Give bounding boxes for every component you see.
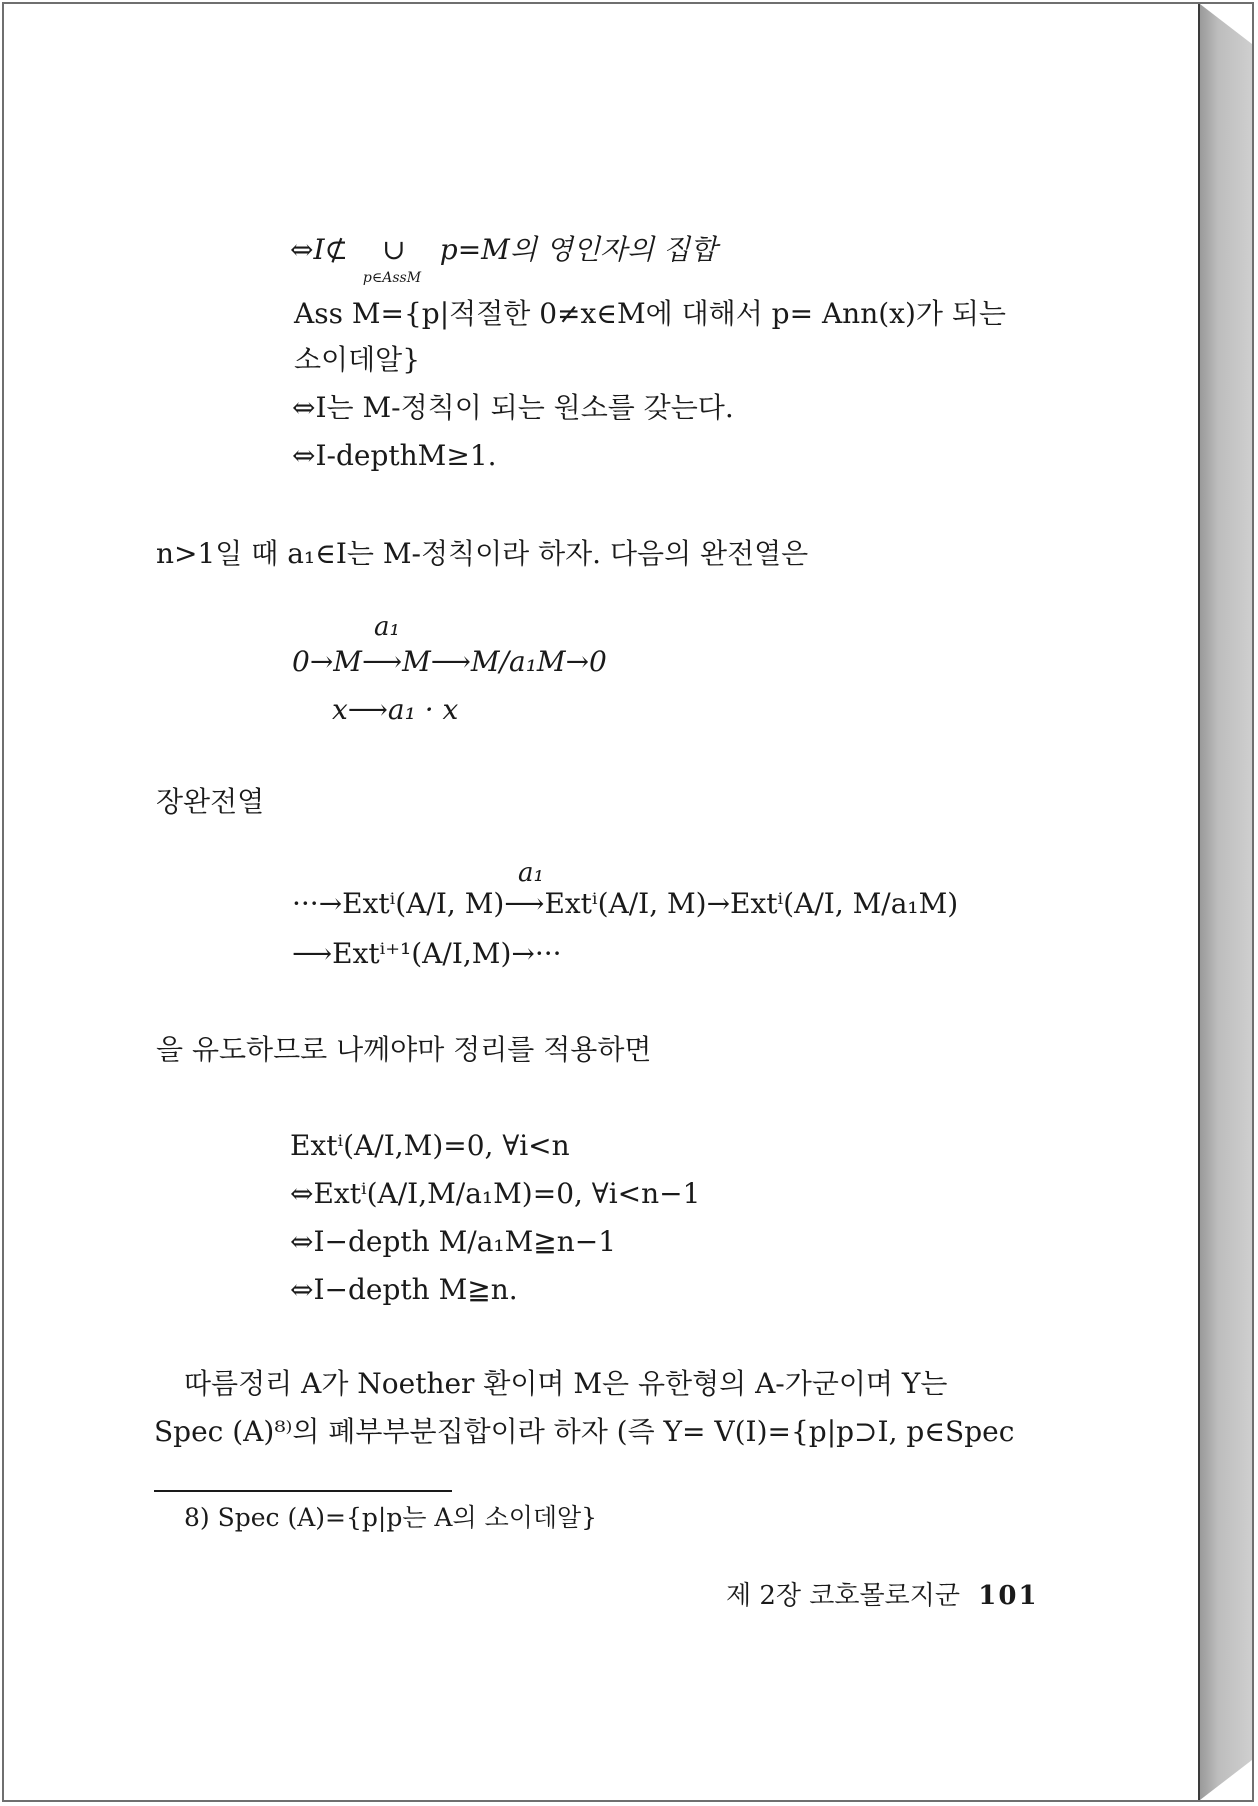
depth-line-3: ⇔I−depth M/a₁M≧n−1 xyxy=(290,1225,617,1258)
map-definition-line: x⟶a₁ · x xyxy=(332,693,459,726)
equivalence-line-4: ⇔I는 M-정칙이 되는 원소를 갖는다. xyxy=(292,391,734,424)
union-symbol-group xyxy=(357,232,431,286)
depth-line-4: ⇔I−depth M≧n. xyxy=(290,1273,518,1306)
equivalence-line-5: ⇔I-depthM≥1. xyxy=(292,439,497,472)
footnote-rule xyxy=(154,1490,452,1492)
chapter-title: 제 2장 코호몰로지군 xyxy=(726,1581,960,1611)
equivalence-line-1 xyxy=(290,232,717,286)
corollary-line-1: 따름정리 A가 Noether 환이며 M은 유한형의 A-가군이며 Y는 xyxy=(184,1367,948,1400)
ext-vanishing-line-1: Extⁱ(A/I,M)=0, ∀i<n xyxy=(290,1129,570,1162)
page-edge-shadow xyxy=(1200,4,1252,1800)
ext-sequence-line-2: ⟶Extⁱ⁺¹(A/I,M)→··· xyxy=(292,937,562,970)
paragraph-nakayama: 을 유도하므로 나께야마 정리를 적용하면 xyxy=(156,1033,652,1066)
page-number: 101 xyxy=(978,1581,1039,1611)
running-footer xyxy=(726,1578,1039,1614)
arrow-label-a1-ext: a₁ xyxy=(518,858,544,888)
ass-definition-continuation: 소이데알} xyxy=(294,343,421,376)
ass-definition-line: Ass M={p|적절한 0≠x∈M에 대해서 p= Ann(x)가 되는 xyxy=(294,297,1006,330)
union-subscript: p∈AssM xyxy=(362,270,422,286)
corollary-line-2: Spec (A)⁸⁾의 폐부부분집합이라 하자 (즉 Y= V(I)={p|p⊃I, p∈Spec xyxy=(154,1415,1015,1448)
ext-vanishing-line-2: ⇔Extⁱ(A/I,M/a₁M)=0, ∀i<n−1 xyxy=(290,1177,701,1210)
equivalence-prefix: ⇔I⊄ xyxy=(290,233,348,266)
paragraph-long-exact: 장완전열 xyxy=(156,785,265,818)
footnote-8: 8) Spec (A)={p|p는 A의 소이데알} xyxy=(184,1503,598,1532)
union-symbol: ∪ xyxy=(382,233,406,266)
arrow-label-a1: a₁ xyxy=(374,612,400,642)
exact-sequence-line: 0→M⟶M⟶M/a₁M→0 xyxy=(292,645,607,678)
ext-sequence-line-1: ···→Extⁱ(A/I, M)⟶Extⁱ(A/I, M)→Extⁱ(A/I, M/a₁M) xyxy=(292,887,959,920)
paragraph-regular-element: n>1일 때 a₁∈I는 M-정칙이라 하자. 다음의 완전열은 xyxy=(156,537,809,570)
equivalence-rest: p=M의 영인자의 집합 xyxy=(439,233,717,266)
